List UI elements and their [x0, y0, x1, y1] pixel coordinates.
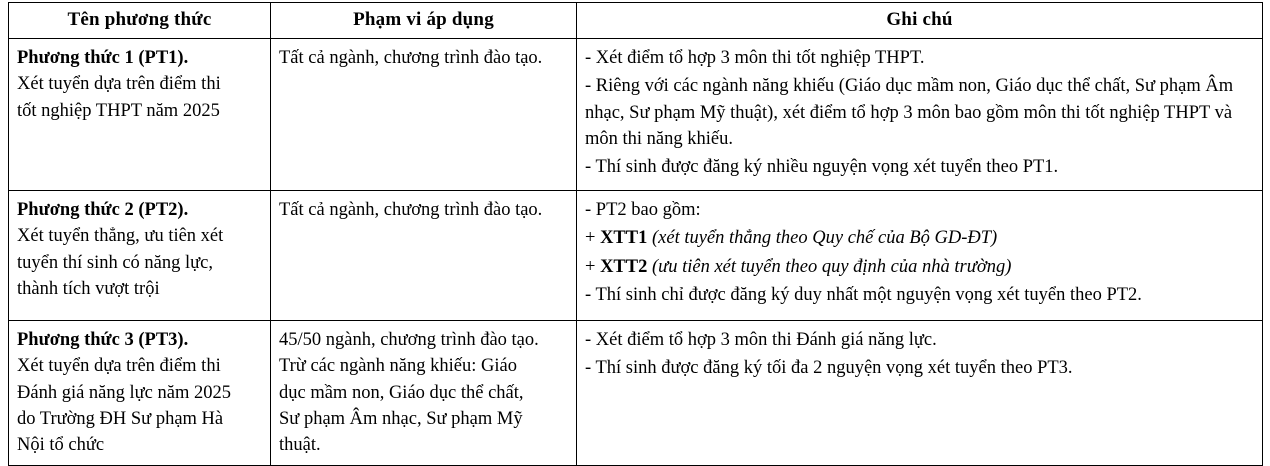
table-header: [9, 3, 1263, 39]
admission-methods-table: [8, 2, 1263, 466]
xtt1-description: (xét tuyển thẳng theo Quy chế của Bộ GD-ĐT): [651, 228, 998, 249]
method-desc-line: tốt nghiệp THPT năm 2025: [17, 100, 220, 121]
method-desc-line: thành tích vượt trội: [17, 278, 160, 299]
note-line: - Xét điểm tổ hợp 3 môn thi tốt nghiệp THPT.: [585, 48, 925, 68]
method-desc-line: Xét tuyển dựa trên điểm thi: [17, 356, 221, 377]
scope-line: Trừ các ngành năng khiếu: Giáo: [279, 356, 517, 377]
note-line: - Riêng với các ngành năng khiếu (Giáo dục mầm non, Giáo dục thể chất, Sư phạm Âm nhạc, Sư phạm Mỹ thuật), xét điểm tổ hợp 3 môn bao gồm môn thi tốt nghiệp THPT và môn thi năng khiếu.: [585, 76, 1234, 149]
method-cell-pt2: [9, 191, 271, 321]
xtt2-description: (ưu tiên xét tuyển theo quy định của nhà trường): [651, 256, 1012, 277]
note-line-xtt1: [585, 225, 1254, 251]
scope-line: 45/50 ngành, chương trình đào tạo.: [279, 330, 539, 350]
method-title-pt1: Phương thức 1 (PT1).: [17, 48, 189, 68]
table-row: [9, 39, 1263, 191]
method-desc-line: do Trường ĐH Sư phạm Hà: [17, 408, 224, 429]
method-title-pt2: Phương thức 2 (PT2).: [17, 200, 189, 220]
method-desc-line: tuyển thí sinh có năng lực,: [17, 252, 214, 273]
note-line: - Xét điểm tổ hợp 3 môn thi Đánh giá năng lực.: [585, 330, 937, 350]
note-line: - PT2 bao gồm:: [585, 200, 701, 220]
scope-line: dục mầm non, Giáo dục thể chất,: [279, 382, 524, 403]
scope-line: Tất cả ngành, chương trình đào tạo.: [279, 48, 543, 68]
scope-line: Tất cả ngành, chương trình đào tạo.: [279, 200, 543, 220]
note-line: - Thí sinh chỉ được đăng ký duy nhất một nguyện vọng xét tuyển theo PT2.: [585, 284, 1142, 305]
method-desc-line: Nội tổ chức: [17, 435, 105, 456]
note-prefix: +: [585, 228, 601, 249]
table-body: [9, 39, 1263, 466]
xtt2-label: XTT2: [600, 256, 648, 277]
notes-cell-pt2: [577, 191, 1263, 321]
xtt1-label: XTT1: [600, 228, 648, 249]
notes-cell-pt1: [577, 39, 1263, 191]
scope-cell-pt2: [271, 191, 577, 321]
method-cell-pt1: [9, 39, 271, 191]
note-prefix: +: [585, 256, 601, 277]
scope-cell-pt3: [271, 321, 577, 466]
method-title-pt3: Phương thức 3 (PT3).: [17, 330, 189, 350]
note-line: - Thí sinh được đăng ký nhiều nguyện vọng xét tuyển theo PT1.: [585, 157, 1059, 178]
column-header-notes: Ghi chú: [577, 3, 1263, 39]
method-desc-line: Đánh giá năng lực năm 2025: [17, 382, 231, 403]
scope-line: Sư phạm Âm nhạc, Sư phạm Mỹ: [279, 408, 523, 429]
table-row: [9, 321, 1263, 466]
notes-cell-pt3: [577, 321, 1263, 466]
column-header-method: Tên phương thức: [9, 3, 271, 39]
note-line: - Thí sinh được đăng ký tối đa 2 nguyện vọng xét tuyển theo PT3.: [585, 358, 1073, 379]
scope-line: thuật.: [279, 435, 321, 456]
method-cell-pt3: [9, 321, 271, 466]
method-desc-line: Xét tuyển thẳng, ưu tiên xét: [17, 226, 224, 247]
note-line-xtt2: [585, 254, 1254, 280]
table-row: [9, 191, 1263, 321]
method-desc-line: Xét tuyển dựa trên điểm thi: [17, 74, 221, 95]
scope-cell-pt1: [271, 39, 577, 191]
column-header-scope: Phạm vi áp dụng: [271, 3, 577, 39]
table-header-row: [9, 3, 1263, 39]
